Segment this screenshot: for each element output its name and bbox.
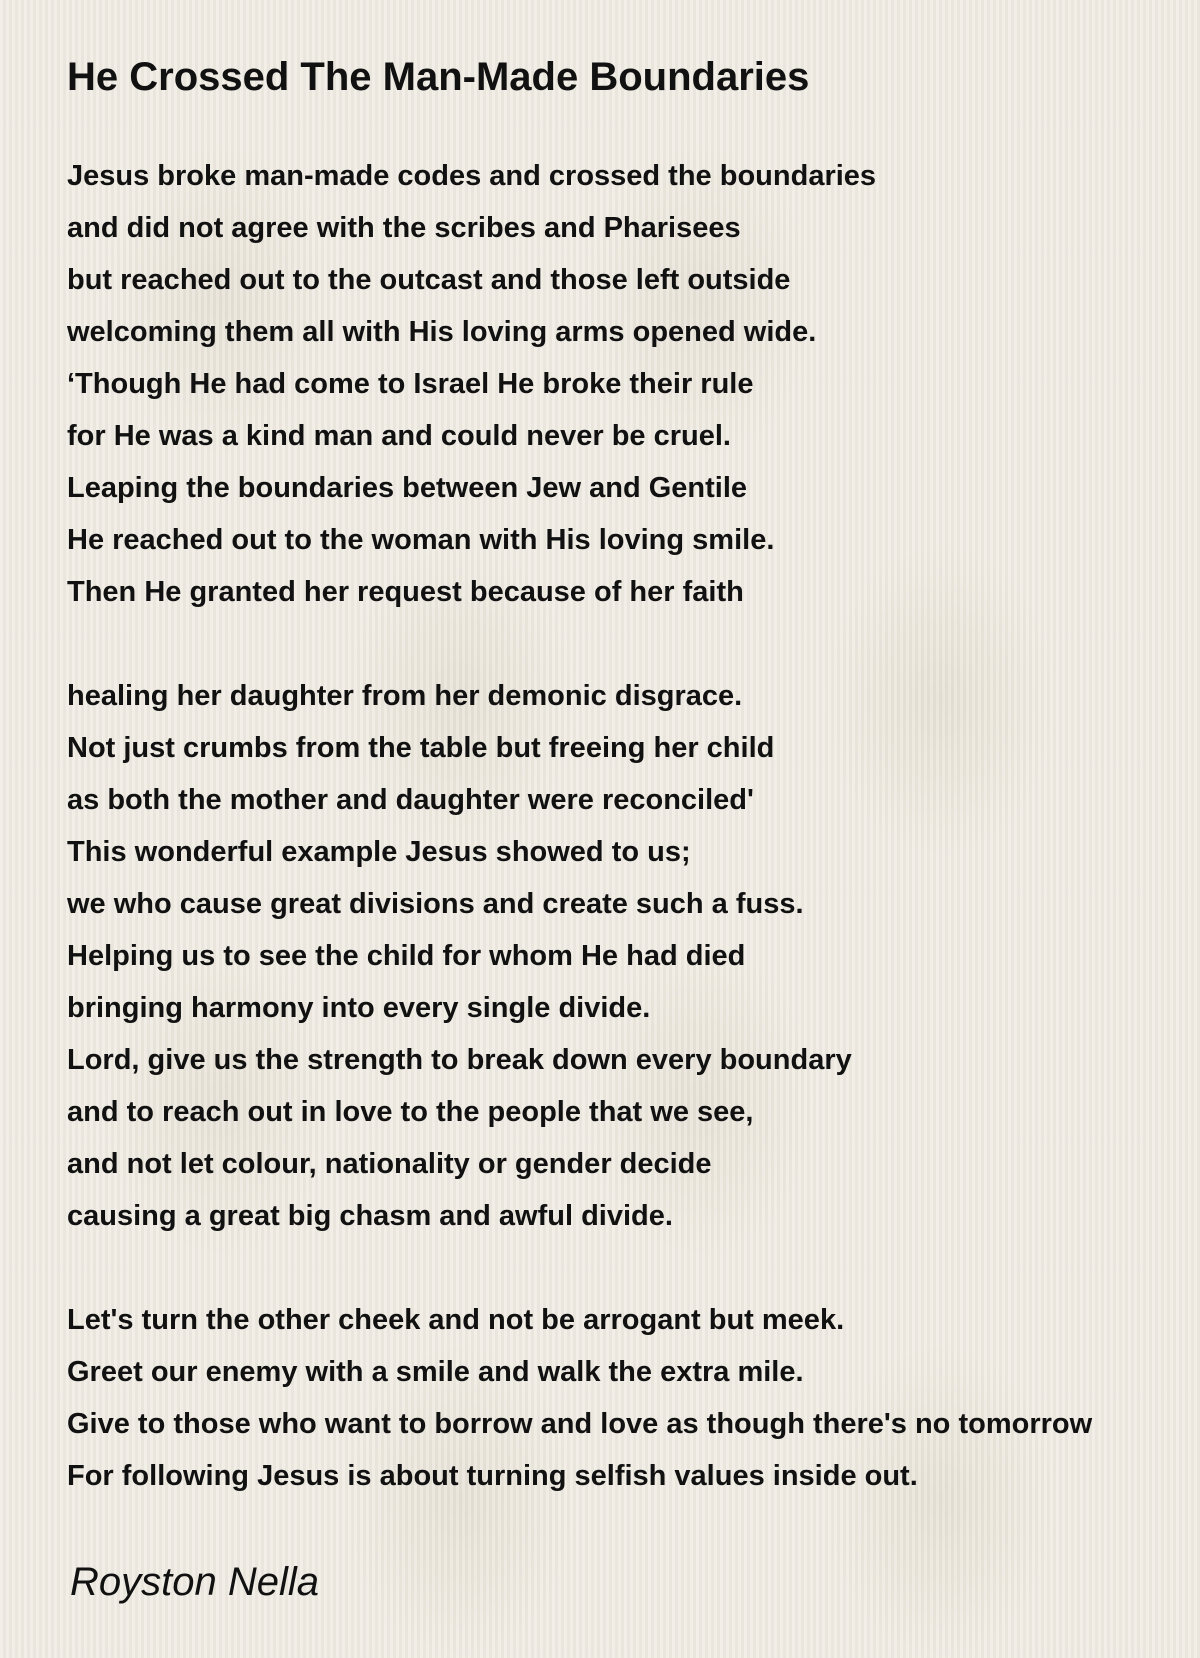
poem-line: Jesus broke man-made codes and crossed the boundaries <box>67 160 877 192</box>
poem-line: healing her daughter from her demonic disgrace. <box>67 680 743 712</box>
poem-line: and to reach out in love to the people that we see, <box>67 1096 754 1128</box>
poem-body <box>67 150 1200 1554</box>
poem-line: This wonderful example Jesus showed to us; <box>67 836 691 868</box>
poem-line: Leaping the boundaries between Jew and Gentile <box>67 472 748 504</box>
poem-author: Royston Nella <box>70 1560 320 1604</box>
poem-title: He Crossed The Man-Made Boundaries <box>67 55 810 99</box>
poem-line: Give to those who want to borrow and love as though there's no tomorrow <box>67 1408 1093 1440</box>
poem-line: For following Jesus is about turning selfish values inside out. <box>67 1460 918 1492</box>
poem-line: for He was a kind man and could never be cruel. <box>67 420 731 452</box>
poem-line: He reached out to the woman with His loving smile. <box>67 524 775 556</box>
poem-line: Helping us to see the child for whom He had died <box>67 940 746 972</box>
stanza <box>67 670 1200 1242</box>
stanza <box>67 1294 1200 1502</box>
poem-line: as both the mother and daughter were reconciled' <box>67 784 754 816</box>
poem-line: and did not agree with the scribes and Pharisees <box>67 212 741 244</box>
poem-line: welcoming them all with His loving arms opened wide. <box>67 316 817 348</box>
poem-line: Not just crumbs from the table but freeing her child <box>67 732 775 764</box>
stanza <box>67 150 1200 618</box>
poem-line: Let's turn the other cheek and not be arrogant but meek. <box>67 1304 845 1336</box>
poem-line: and not let colour, nationality or gender decide <box>67 1148 712 1180</box>
poem-line: Greet our enemy with a smile and walk the extra mile. <box>67 1356 804 1388</box>
poem-line: ‘Though He had come to Israel He broke their rule <box>67 368 754 400</box>
poem-line: causing a great big chasm and awful divide. <box>67 1200 673 1232</box>
poem-line: Lord, give us the strength to break down every boundary <box>67 1044 852 1076</box>
poem-line: but reached out to the outcast and those left outside <box>67 264 791 296</box>
poem-line: Then He granted her request because of her faith <box>67 576 744 608</box>
poem-line: bringing harmony into every single divide. <box>67 992 651 1024</box>
poem-line: we who cause great divisions and create such a fuss. <box>67 888 804 920</box>
